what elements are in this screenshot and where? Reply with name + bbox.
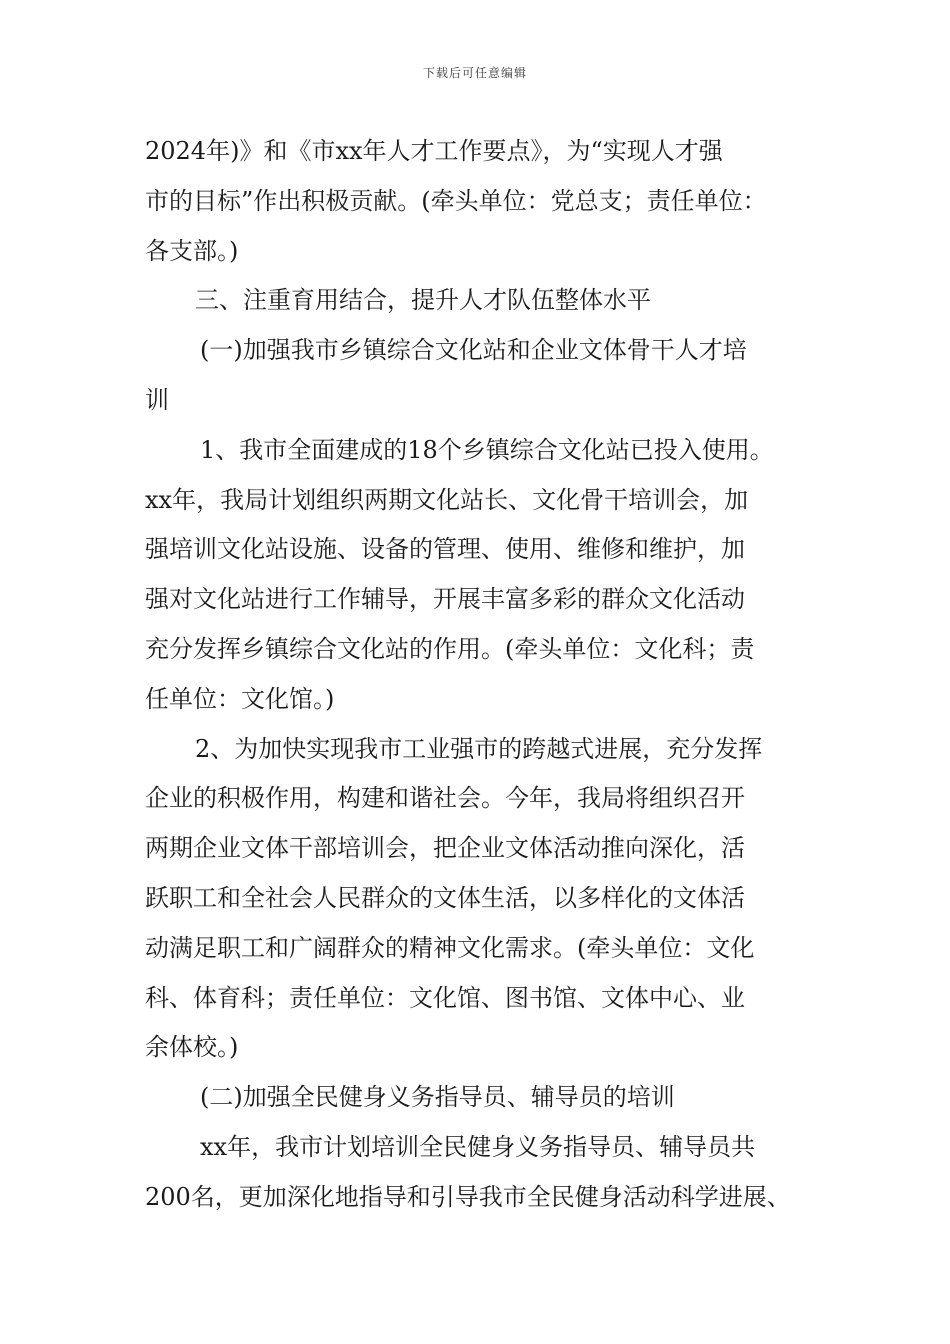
text-line: 市的目标”作出积极贡献。(牵头单位：党总支；责任单位： bbox=[145, 186, 767, 215]
text-line: 200名，更加深化地指导和引导我市全民健身活动科学进展、 bbox=[145, 1182, 791, 1211]
paragraph-start: 1、我市全面建成的18个乡镇综合文化站已投入使用。 bbox=[200, 435, 774, 464]
text-line: 强培训文化站设施、设备的管理、使用、维修和维护，加 bbox=[145, 535, 745, 564]
paragraph-start: 2、为加快实现我市工业强市的跨越式进展，充分发挥 bbox=[195, 734, 763, 763]
text-line: 企业的积极作用，构建和谐社会。今年，我局将组织召开 bbox=[145, 784, 745, 813]
text-line: 训 bbox=[145, 385, 169, 414]
paragraph-start: xx年，我市计划培训全民健身义务指导员、辅导员共 bbox=[200, 1132, 756, 1161]
document-body bbox=[145, 127, 825, 1223]
text-line: 任单位：文化馆。) bbox=[145, 684, 335, 713]
text-line: 2024年)》和《市xx年人才工作要点》，为“实现人才强 bbox=[145, 137, 723, 165]
text-line: 强对文化站进行工作辅导，开展丰富多彩的群众文化活动 bbox=[145, 585, 745, 614]
text-line: 各支部。) bbox=[145, 236, 239, 265]
text-line: 充分发挥乡镇综合文化站的作用。(牵头单位：文化科；责 bbox=[145, 634, 755, 663]
subsection-heading: (一)加强我市乡镇综合文化站和企业文体骨干人才培 bbox=[200, 336, 747, 365]
text-line: 跃职工和全社会人民群众的文体生活，以多样化的文体活 bbox=[145, 883, 745, 912]
text-line: 动满足职工和广阔群众的精神文化需求。(牵头单位：文化 bbox=[145, 933, 755, 962]
section-heading: 三、注重育用结合，提升人才队伍整体水平 bbox=[195, 286, 651, 315]
text-line: xx年，我局计划组织两期文化站长、文化骨干培训会，加 bbox=[145, 485, 749, 514]
text-line: 科、体育科；责任单位：文化馆、图书馆、文体中心、业 bbox=[145, 983, 745, 1012]
subsection-heading: (二)加强全民健身义务指导员、辅导员的培训 bbox=[200, 1083, 675, 1112]
text-line: 余体校。) bbox=[145, 1033, 239, 1062]
text-line: 两期企业文体干部培训会，把企业文体活动推向深化，活 bbox=[145, 834, 745, 863]
page-header: 下载后可任意编辑 bbox=[422, 66, 527, 80]
